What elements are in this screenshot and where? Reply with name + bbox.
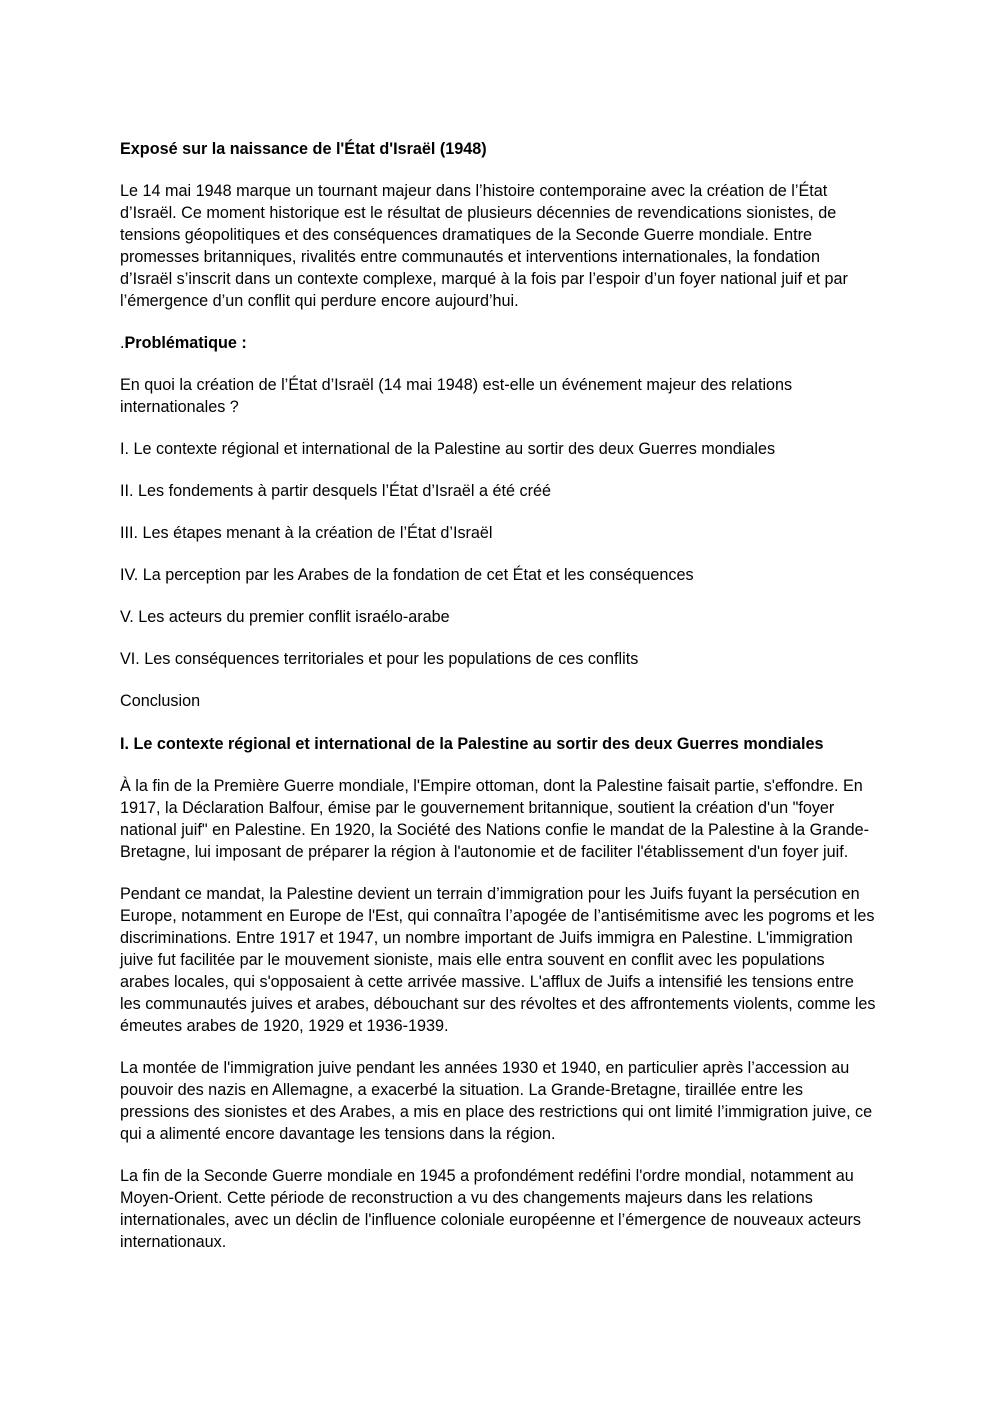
problem-prefix: .: [120, 334, 125, 352]
outline-item-1: I. Le contexte régional et international de la Palestine au sortir des deux Guerres mondiales: [120, 440, 776, 458]
document-page: [120, 138, 876, 1273]
outline-item-conclusion: Conclusion: [120, 692, 201, 710]
outline-item-5: V. Les acteurs du premier conflit israélo-arabe: [120, 608, 450, 626]
intro-paragraph: Le 14 mai 1948 marque un tournant majeur dans l’histoire contemporaine avec la création de l’État d’Israël. Ce moment historique est le résultat de plusieurs décennies de revendications sionistes, de tensions géopolitiques et des conséquences dramatiques de la Seconde Guerre mondiale. Entre promesses britanniques, rivalités entre communautés et interventions internationales, la fondation d’Israël s’inscrit dans un contexte complexe, marqué à la fois par l’espoir d’un foyer national juif et par l’émergence d’un conflit qui perdure encore aujourd’hui.: [120, 182, 848, 310]
outline-item-4: IV. La perception par les Arabes de la fondation de cet État et les conséquences: [120, 566, 694, 584]
problem-heading-label: Problématique :: [124, 334, 247, 352]
outline-item-2: II. Les fondements à partir desquels l’État d’Israël a été créé: [120, 482, 552, 500]
document-title: Exposé sur la naissance de l'État d'Israël (1948): [120, 140, 487, 158]
problem-question: En quoi la création de l’État d’Israël (14 mai 1948) est-elle un événement majeur des relations internationales ?: [120, 376, 793, 416]
section-1-paragraph: Pendant ce mandat, la Palestine devient un terrain d’immigration pour les Juifs fuyant la persécution en Europe, notamment en Europe de l'Est, qui connaîtra l’apogée de l’antisémitisme avec les pogroms et les discriminations. Entre 1917 et 1947, un nombre important de Juifs immigra en Palestine. L'immigration juive fut facilitée par le mouvement sioniste, mais elle entra souvent en conflit avec les populations arabes locales, qui s'opposaient à cette arrivée massive. L'afflux de Juifs a intensifié les tensions entre les communautés juives et arabes, débouchant sur des révoltes et des affrontements violents, comme les émeutes arabes de 1920, 1929 et 1936-1939.: [120, 885, 876, 1035]
section-1-paragraph: À la fin de la Première Guerre mondiale, l'Empire ottoman, dont la Palestine faisait partie, s'effondre. En 1917, la Déclaration Balfour, émise par le gouvernement britannique, soutient la création d'un "foyer national juif" en Palestine. En 1920, la Société des Nations confie le mandat de la Palestine à la Grande-Bretagne, lui imposant de préparer la région à l'autonomie et de faciliter l'établissement d'un foyer juif.: [120, 777, 870, 861]
outline-item-6: VI. Les conséquences territoriales et pour les populations de ces conflits: [120, 650, 639, 668]
section-1-paragraph: La montée de l'immigration juive pendant les années 1930 et 1940, en particulier après l’accession au pouvoir des nazis en Allemagne, a exacerbé la situation. La Grande-Bretagne, tiraillée entre les pressions des sionistes et des Arabes, a mis en place des restrictions qui ont limité l’immigration juive, ce qui a alimenté encore davantage les tensions dans la région.: [120, 1059, 873, 1143]
outline-item-3: III. Les étapes menant à la création de l’État d’Israël: [120, 524, 493, 542]
section-1-heading: I. Le contexte régional et international de la Palestine au sortir des deux Guerres mondiales: [120, 735, 824, 753]
section-1-paragraph: La fin de la Seconde Guerre mondiale en 1945 a profondément redéfini l'ordre mondial, notamment au Moyen-Orient. Cette période de reconstruction a vu des changements majeurs dans les relations internationales, avec un déclin de l'influence coloniale européenne et l’émergence de nouveaux acteurs internationaux.: [120, 1167, 862, 1251]
problem-heading: [120, 332, 876, 354]
